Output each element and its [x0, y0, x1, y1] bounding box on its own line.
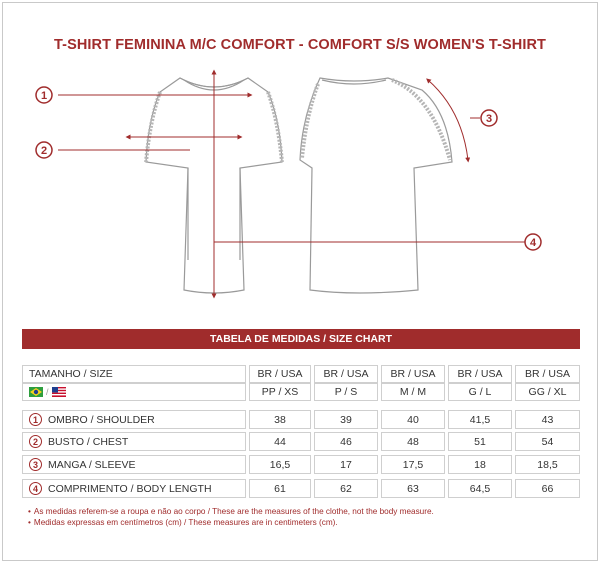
- footnotes: [28, 506, 434, 528]
- value-cell: 17: [314, 455, 378, 474]
- row-label: [22, 432, 246, 451]
- value-cell: 38: [249, 410, 311, 429]
- callout-3: [481, 110, 497, 126]
- size-cell: P / S: [314, 383, 378, 401]
- size-cell: GG / XL: [515, 383, 580, 401]
- size-cell: PP / XS: [249, 383, 311, 401]
- footnote: • Medidas expressas em centímetros (cm) / These measures are in centimeters (cm).: [28, 518, 338, 527]
- value-cell: 54: [515, 432, 580, 451]
- size-cell: M / M: [381, 383, 445, 401]
- value-cell: 40: [381, 410, 445, 429]
- svg-text:3: 3: [485, 113, 493, 125]
- value-cell: 66: [515, 479, 580, 498]
- size-label: TAMANHO / SIZE: [22, 365, 246, 383]
- value-cell: 64,5: [448, 479, 512, 498]
- callout-2: [36, 142, 52, 158]
- value-cell: 39: [314, 410, 378, 429]
- footnote: • As medidas referem-se a roupa e não ao corpo / These are the measures of the clothe, not the body measure.: [28, 507, 434, 516]
- callout-badge: 1: [29, 413, 42, 426]
- region-cell: BR / USA: [448, 365, 512, 383]
- usa-flag-icon: [52, 387, 66, 397]
- value-cell: 51: [448, 432, 512, 451]
- value-cell: 43: [515, 410, 580, 429]
- callout-badge: 4: [29, 482, 42, 495]
- row-label: [22, 455, 246, 474]
- callout-1: [36, 87, 52, 103]
- flags-cell: /: [22, 383, 246, 401]
- value-cell: 18,5: [515, 455, 580, 474]
- region-cell: BR / USA: [249, 365, 311, 383]
- value-cell: 63: [381, 479, 445, 498]
- brazil-flag-icon: [29, 387, 43, 397]
- value-cell: 16,5: [249, 455, 311, 474]
- value-cell: 61: [249, 479, 311, 498]
- callout-4: [525, 234, 541, 250]
- svg-text:4: 4: [529, 237, 537, 249]
- row-label-text: MANGA / SLEEVE: [48, 458, 136, 471]
- row-label-text: BUSTO / CHEST: [48, 435, 129, 448]
- page-title: T-SHIRT FEMININA M/C COMFORT - COMFORT S/S WOMEN'S T-SHIRT: [53, 37, 546, 53]
- region-cell: BR / USA: [381, 365, 445, 383]
- callout-badge: 2: [29, 435, 42, 448]
- back-tshirt-drawing: [300, 78, 452, 293]
- region-cell: BR / USA: [314, 365, 378, 383]
- row-label: [22, 479, 246, 498]
- size-chart-header: TABELA DE MEDIDAS / SIZE CHART: [22, 329, 580, 349]
- value-cell: 17,5: [381, 455, 445, 474]
- svg-text:2: 2: [40, 145, 48, 157]
- size-cell: G / L: [448, 383, 512, 401]
- value-cell: 46: [314, 432, 378, 451]
- value-cell: 48: [381, 432, 445, 451]
- value-cell: 41,5: [448, 410, 512, 429]
- svg-text:1: 1: [40, 90, 48, 102]
- row-label: [22, 410, 246, 429]
- region-cell: BR / USA: [515, 365, 580, 383]
- callout-badge: 3: [29, 458, 42, 471]
- value-cell: 44: [249, 432, 311, 451]
- value-cell: 62: [314, 479, 378, 498]
- row-label-text: OMBRO / SHOULDER: [48, 413, 155, 426]
- row-label-text: COMPRIMENTO / BODY LENGTH: [48, 482, 212, 495]
- value-cell: 18: [448, 455, 512, 474]
